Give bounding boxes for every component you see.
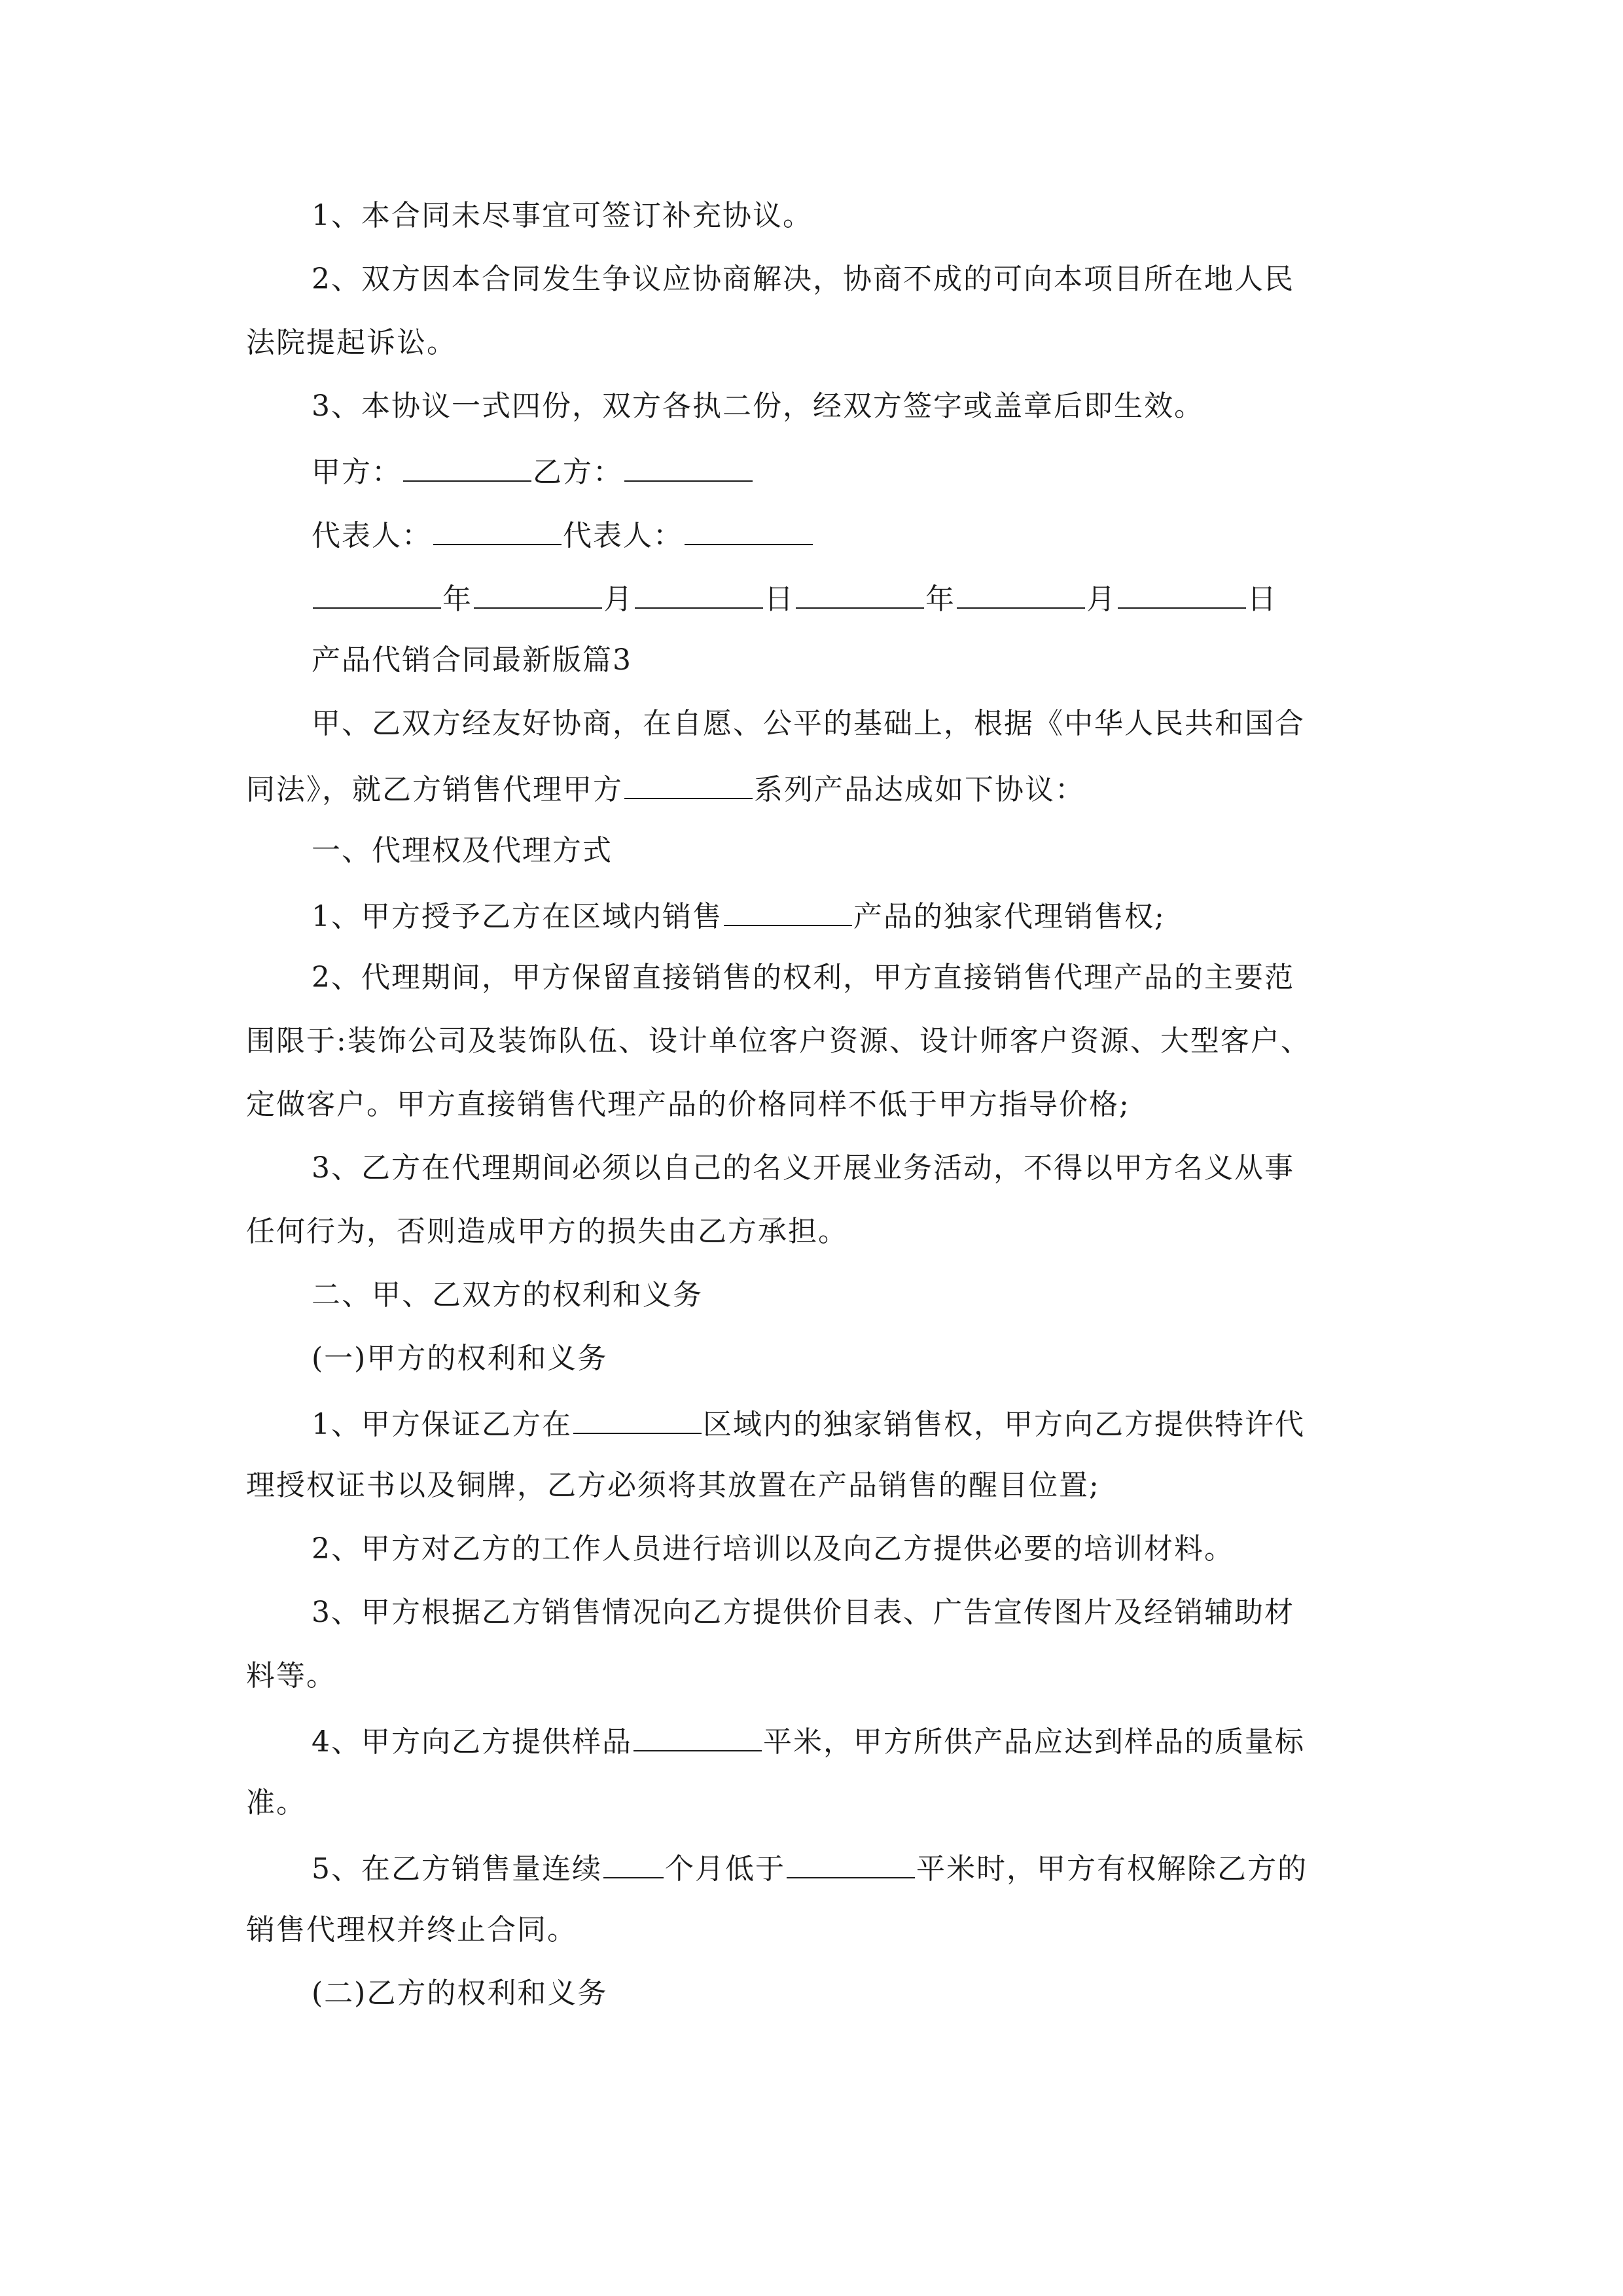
region-blank[interactable] [573,1407,702,1434]
heading-agency: 一、代理权及代理方式 [312,834,613,867]
agency-item-2-cont2: 定做客户。甲方直接销售代理产品的价格同样不低于甲方指导价格; [246,1088,1130,1121]
subheading-party-b: (二)乙方的权利和义务 [312,1977,608,2010]
signature-dates: 年 月 日 年 月 日 [246,581,1378,613]
agency-item-2-cont: 围限于:装饰公司及装饰队伍、设计单位客户资源、设计师客户资源、大型客户、 [246,1024,1311,1058]
party-a-item-5: 5、在乙方销售量连续 个月低于 平米时，甲方有权解除乙方的 [312,1852,1308,1886]
date-b-year-blank[interactable] [796,581,924,609]
clause-dispute-cont: 法院提起诉讼。 [246,326,457,359]
clause-supplement: 1、本合同未尽事宜可签订补充协议。 [312,199,813,232]
party-a-item-4: 4、甲方向乙方提供样品 平米，甲方所供产品应达到样品的质量标 [312,1725,1305,1759]
party-a-blank[interactable] [403,454,531,482]
party-a-item-1-cont: 理授权证书以及铜牌，乙方必须将其放置在产品销售的醒目位置; [246,1469,1100,1502]
clause-dispute: 2、双方因本合同发生争议应协商解决，协商不成的可向本项目所在地人民 [312,262,1294,296]
party-a-item-5-cont: 销售代理权并终止合同。 [246,1913,577,1946]
signature-representatives: 代表人： 代表人： [246,518,1378,549]
document-body [246,200,1378,2041]
rep-b-blank[interactable] [685,518,813,545]
signature-parties: 甲方： 乙方： [246,454,1378,486]
date-a-month-blank[interactable] [474,581,602,609]
agency-item-1: 1、甲方授予乙方在区域内销售 产品的独家代理销售权; [312,900,1166,933]
subheading-party-a: (一)甲方的权利和义务 [312,1342,608,1375]
heading-rights: 二、甲、乙双方的权利和义务 [312,1278,703,1312]
agency-item-3: 3、乙方在代理期间必须以自己的名义开展业务活动，不得以甲方名义从事 [312,1151,1294,1185]
clause-copies: 3、本协议一式四份，双方各执二份，经双方签字或盖章后即生效。 [312,389,1204,423]
product-series-blank[interactable] [624,772,753,799]
party-a-item-3-cont: 料等。 [246,1659,336,1693]
agency-item-3-cont: 任何行为，否则造成甲方的损失由乙方承担。 [246,1215,848,1248]
preamble-cont: 同法》，就乙方销售代理甲方 系列产品达成如下协议： [246,773,1085,806]
section-title: 产品代销合同最新版篇3 [312,643,632,677]
product-blank[interactable] [724,899,852,926]
rep-a-blank[interactable] [433,518,562,545]
party-a-item-2: 2、甲方对乙方的工作人员进行培训以及向乙方提供必要的培训材料。 [312,1532,1234,1566]
date-a-year-blank[interactable] [313,581,441,609]
date-a-day-blank[interactable] [635,581,763,609]
date-b-day-blank[interactable] [1118,581,1246,609]
months-blank[interactable] [603,1851,664,1878]
party-a-item-4-cont: 准。 [246,1786,306,1820]
preamble: 甲、乙双方经友好协商，在自愿、公平的基础上，根据《中华人民共和国合 [312,707,1305,740]
agency-item-2: 2、代理期间，甲方保留直接销售的权利，甲方直接销售代理产品的主要范 [312,961,1294,994]
sample-area-blank[interactable] [633,1724,762,1751]
party-a-item-3: 3、甲方根据乙方销售情况向乙方提供价目表、广告宣传图片及经销辅助材 [312,1596,1294,1629]
date-b-month-blank[interactable] [957,581,1085,609]
min-area-blank[interactable] [787,1851,915,1878]
party-b-blank[interactable] [624,454,753,482]
party-a-item-1: 1、甲方保证乙方在 区域内的独家销售权，甲方向乙方提供特许代 [312,1408,1305,1441]
